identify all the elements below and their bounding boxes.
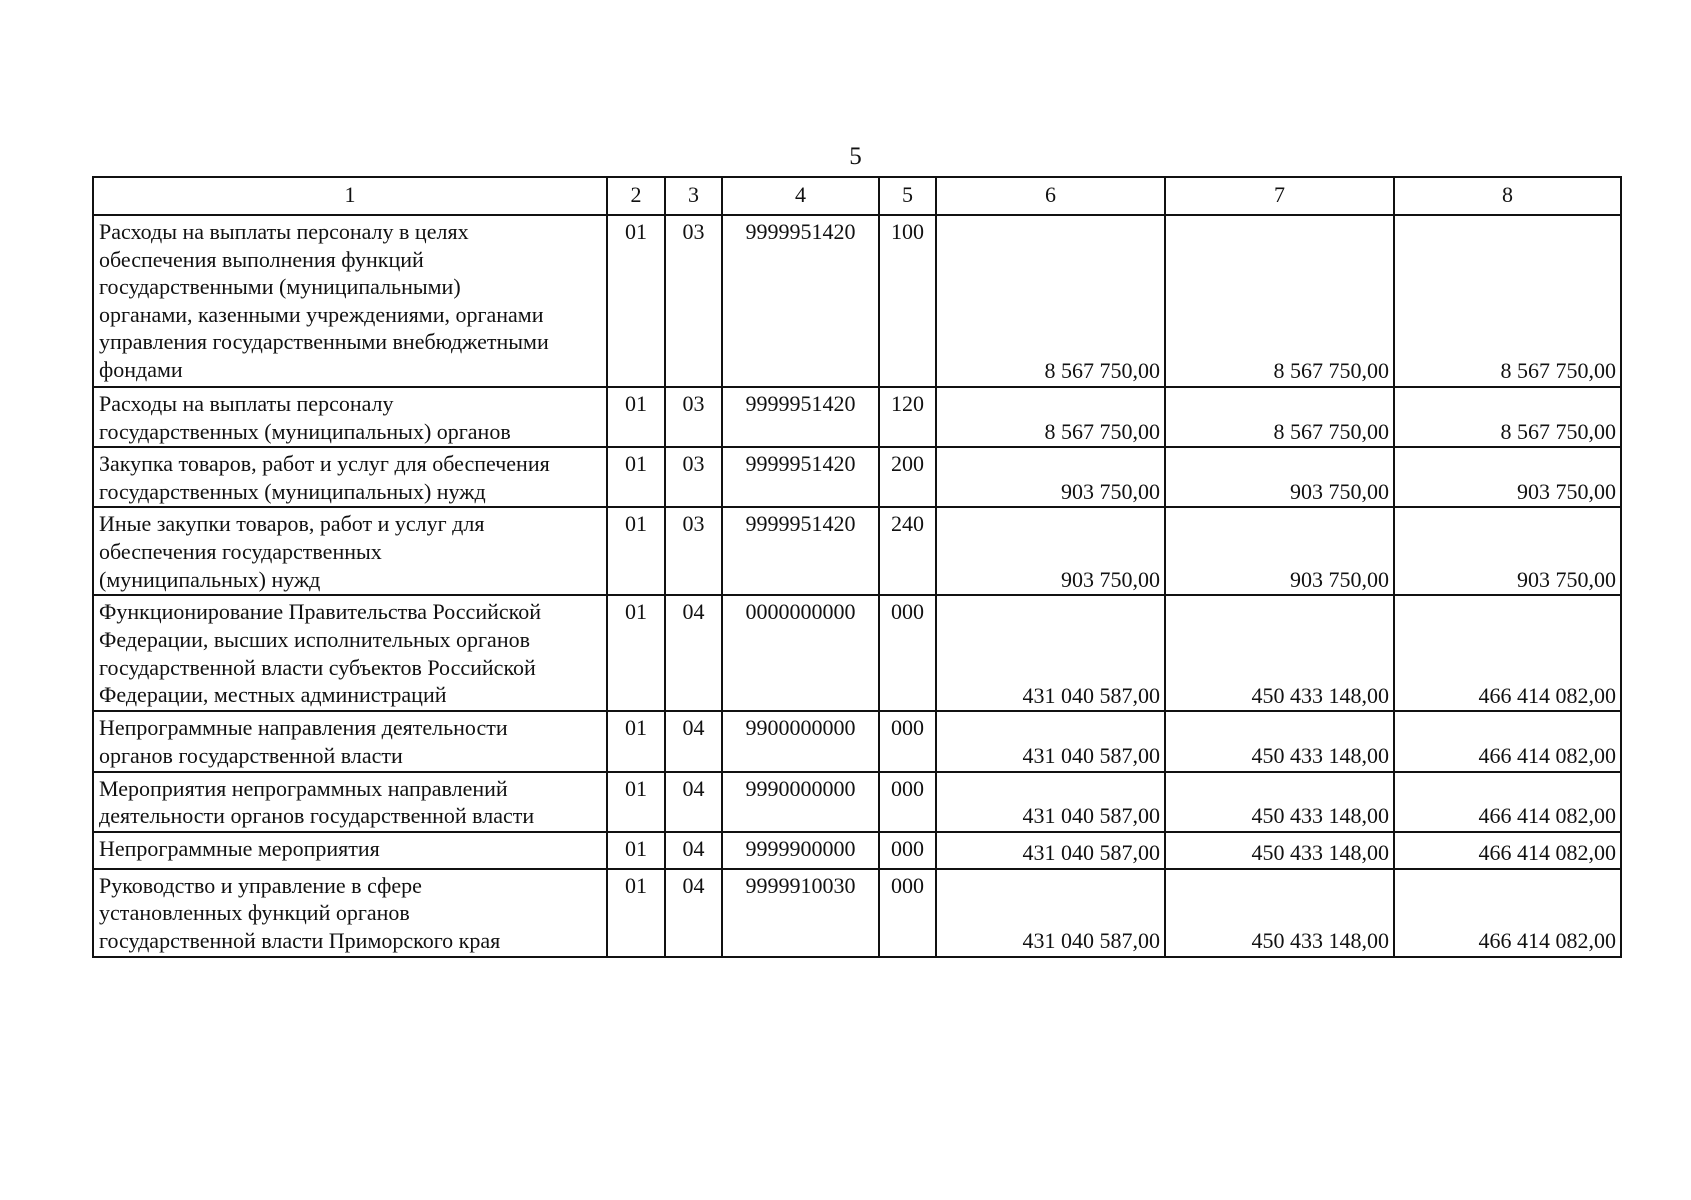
column-header: 1 bbox=[93, 177, 607, 215]
expense-name: Непрограммные направления деятельности органов государственной власти bbox=[93, 711, 607, 771]
expense-type-code: 120 bbox=[879, 387, 936, 447]
amount-col8: 466 414 082,00 bbox=[1478, 928, 1616, 954]
target-item-code: 9900000000 bbox=[722, 711, 879, 771]
amount-col8: 903 750,00 bbox=[1517, 478, 1616, 504]
amount-cell bbox=[1165, 595, 1394, 711]
subsection-code: 03 bbox=[665, 215, 722, 387]
amount-col8: 466 414 082,00 bbox=[1478, 742, 1616, 768]
amount-cell bbox=[1394, 711, 1621, 771]
amount-cell bbox=[1165, 447, 1394, 507]
table-row bbox=[93, 507, 1621, 595]
section-code: 01 bbox=[607, 595, 665, 711]
amount-cell bbox=[936, 507, 1165, 595]
amount-cell bbox=[936, 869, 1165, 957]
column-header: 8 bbox=[1394, 177, 1621, 215]
amount-cell bbox=[1394, 869, 1621, 957]
subsection-code: 04 bbox=[665, 772, 722, 832]
table-row bbox=[93, 869, 1621, 957]
amount-cell bbox=[1165, 869, 1394, 957]
amount-cell bbox=[936, 447, 1165, 507]
target-item-code: 9990000000 bbox=[722, 772, 879, 832]
amount-col8: 466 414 082,00 bbox=[1478, 803, 1616, 829]
amount-cell bbox=[1165, 507, 1394, 595]
amount-cell bbox=[1394, 772, 1621, 832]
amount-col7: 450 433 148,00 bbox=[1251, 803, 1389, 829]
expense-type-code: 200 bbox=[879, 447, 936, 507]
expense-type-code: 000 bbox=[879, 595, 936, 711]
amount-col6: 431 040 587,00 bbox=[1022, 803, 1160, 829]
table-row bbox=[93, 832, 1621, 869]
target-item-code: 9999951420 bbox=[722, 215, 879, 387]
amount-col7: 450 433 148,00 bbox=[1251, 928, 1389, 954]
amount-cell bbox=[936, 215, 1165, 387]
amount-col6: 903 750,00 bbox=[1061, 478, 1160, 504]
expense-name: Расходы на выплаты персоналу государственных (муниципальных) органов bbox=[93, 387, 607, 447]
subsection-code: 03 bbox=[665, 447, 722, 507]
amount-col8: 8 567 750,00 bbox=[1500, 358, 1616, 384]
amount-col8: 466 414 082,00 bbox=[1478, 840, 1616, 866]
amount-col7: 450 433 148,00 bbox=[1251, 742, 1389, 768]
amount-cell bbox=[1394, 595, 1621, 711]
amount-cell bbox=[1394, 215, 1621, 387]
amount-col7: 450 433 148,00 bbox=[1251, 840, 1389, 866]
expense-type-code: 000 bbox=[879, 711, 936, 771]
table-row bbox=[93, 772, 1621, 832]
column-header: 2 bbox=[607, 177, 665, 215]
column-header: 3 bbox=[665, 177, 722, 215]
amount-cell bbox=[936, 772, 1165, 832]
target-item-code: 9999951420 bbox=[722, 447, 879, 507]
expense-type-code: 000 bbox=[879, 869, 936, 957]
expense-type-code: 000 bbox=[879, 832, 936, 869]
target-item-code: 9999900000 bbox=[722, 832, 879, 869]
table-row bbox=[93, 447, 1621, 507]
expense-name: Закупка товаров, работ и услуг для обеспечения государственных (муниципальных) нужд bbox=[93, 447, 607, 507]
amount-col7: 8 567 750,00 bbox=[1273, 418, 1389, 444]
section-code: 01 bbox=[607, 447, 665, 507]
amount-cell bbox=[936, 832, 1165, 869]
amount-col8: 8 567 750,00 bbox=[1500, 418, 1616, 444]
table-row bbox=[93, 711, 1621, 771]
column-header: 5 bbox=[879, 177, 936, 215]
subsection-code: 04 bbox=[665, 595, 722, 711]
table-row bbox=[93, 387, 1621, 447]
subsection-code: 04 bbox=[665, 869, 722, 957]
amount-col6: 8 567 750,00 bbox=[1044, 358, 1160, 384]
expense-name: Руководство и управление в сфере установленных функций органов государственной власти Приморского края bbox=[93, 869, 607, 957]
amount-col6: 431 040 587,00 bbox=[1022, 742, 1160, 768]
amount-col7: 903 750,00 bbox=[1290, 566, 1389, 592]
section-code: 01 bbox=[607, 832, 665, 869]
expense-name: Непрограммные мероприятия bbox=[93, 832, 607, 869]
subsection-code: 04 bbox=[665, 711, 722, 771]
amount-cell bbox=[936, 711, 1165, 771]
amount-cell bbox=[1394, 447, 1621, 507]
subsection-code: 04 bbox=[665, 832, 722, 869]
page-number: 5 bbox=[849, 143, 862, 170]
subsection-code: 03 bbox=[665, 507, 722, 595]
amount-col6: 431 040 587,00 bbox=[1022, 682, 1160, 708]
expense-type-code: 240 bbox=[879, 507, 936, 595]
section-code: 01 bbox=[607, 387, 665, 447]
amount-col6: 8 567 750,00 bbox=[1044, 418, 1160, 444]
column-header: 4 bbox=[722, 177, 879, 215]
amount-col6: 431 040 587,00 bbox=[1022, 840, 1160, 866]
amount-col6: 903 750,00 bbox=[1061, 566, 1160, 592]
amount-cell bbox=[1394, 832, 1621, 869]
amount-cell bbox=[1165, 387, 1394, 447]
amount-cell bbox=[936, 387, 1165, 447]
section-code: 01 bbox=[607, 507, 665, 595]
expense-type-code: 000 bbox=[879, 772, 936, 832]
target-item-code: 9999910030 bbox=[722, 869, 879, 957]
section-code: 01 bbox=[607, 869, 665, 957]
expense-name: Расходы на выплаты персоналу в целях обеспечения выполнения функций государственными (муниципальными) органами, казенными учреждениями, органами управления государственными внебюджетными фондами bbox=[93, 215, 607, 387]
expense-name: Мероприятия непрограммных направлений деятельности органов государственной власти bbox=[93, 772, 607, 832]
expense-type-code: 100 bbox=[879, 215, 936, 387]
amount-cell bbox=[1394, 507, 1621, 595]
target-item-code: 9999951420 bbox=[722, 387, 879, 447]
amount-col7: 903 750,00 bbox=[1290, 478, 1389, 504]
amount-cell bbox=[936, 595, 1165, 711]
column-header: 6 bbox=[936, 177, 1165, 215]
subsection-code: 03 bbox=[665, 387, 722, 447]
expense-name: Иные закупки товаров, работ и услуг для обеспечения государственных (муниципальных) нужд bbox=[93, 507, 607, 595]
amount-cell bbox=[1165, 215, 1394, 387]
column-number-row bbox=[93, 177, 1621, 215]
target-item-code: 9999951420 bbox=[722, 507, 879, 595]
budget-table bbox=[92, 176, 1622, 958]
table-row bbox=[93, 215, 1621, 387]
section-code: 01 bbox=[607, 215, 665, 387]
amount-cell bbox=[1394, 387, 1621, 447]
section-code: 01 bbox=[607, 772, 665, 832]
amount-col8: 903 750,00 bbox=[1517, 566, 1616, 592]
target-item-code: 0000000000 bbox=[722, 595, 879, 711]
amount-cell bbox=[1165, 832, 1394, 869]
amount-cell bbox=[1165, 711, 1394, 771]
amount-col8: 466 414 082,00 bbox=[1478, 682, 1616, 708]
section-code: 01 bbox=[607, 711, 665, 771]
amount-col7: 8 567 750,00 bbox=[1273, 358, 1389, 384]
table-row bbox=[93, 595, 1621, 711]
column-header: 7 bbox=[1165, 177, 1394, 215]
amount-col6: 431 040 587,00 bbox=[1022, 928, 1160, 954]
expense-name: Функционирование Правительства Российской Федерации, высших исполнительных органов государственной власти субъектов Российской Федерации, местных администраций bbox=[93, 595, 607, 711]
amount-col7: 450 433 148,00 bbox=[1251, 682, 1389, 708]
amount-cell bbox=[1165, 772, 1394, 832]
